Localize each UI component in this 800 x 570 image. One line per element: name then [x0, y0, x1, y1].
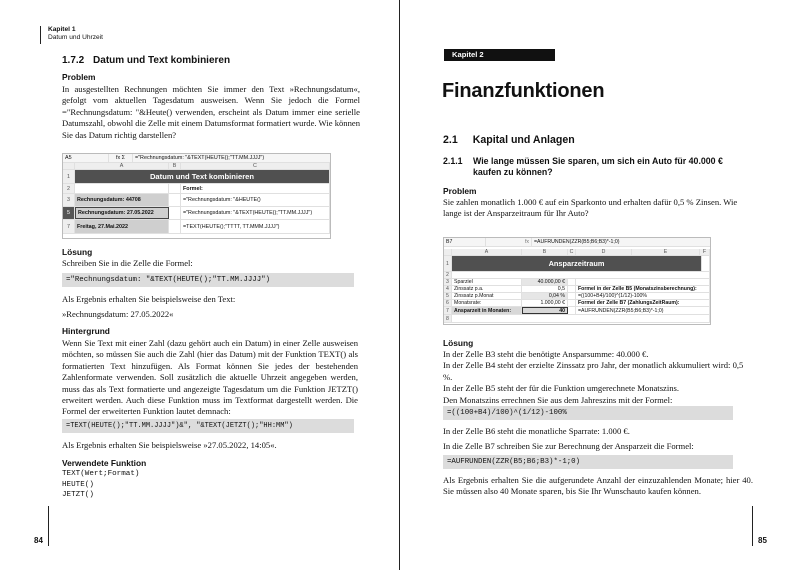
- name-box: A5: [63, 154, 109, 162]
- code-block-1: ="Rechnungsdatum: "&TEXT(HEUTE();"TT.MM.JJJJ"): [62, 273, 354, 287]
- page-number: 84: [34, 536, 43, 545]
- function-item: TEXT(Wert;Format): [62, 470, 140, 478]
- problem-text: In ausgestellten Rechnungen möchten Sie immer den Text »Rechnungsdatum«, gefolgt vom aktuellen Tagesdatum ausweisen. Wenn Sie jedoch die Formel ="Rechnungsdatum: "&Heute() verwenden, erscheint als Datum immer eine serielle Datumszahl, obwohl die Zelle mit einem Datumsformat formatiert wurde. Wie können Sie das Datum richtig darstellen?: [62, 84, 360, 140]
- problem-text: Sie zahlen monatlich 1.000 € auf ein Sparkonto und erhalten dafür 0,5 % Zinsen. Wie lange ist der Ansparzeitraum für Ihr Auto?: [443, 197, 738, 219]
- sheet-row-3: 3 Rechnungsdatum: 44708 ="Rechnungsdatum: "&HEUTE(): [63, 194, 330, 207]
- sheet-row-2: 2 Formel:: [63, 184, 330, 194]
- subsection-number: 2.1.1: [443, 156, 463, 166]
- sheet-title-row: 1 Datum und Text kombinieren: [63, 170, 330, 184]
- loesung-line: Den Monatszins errechnen Sie aus dem Jahreszins mit der Formel:: [443, 394, 673, 405]
- formula-text: ="Rechnungsdatum: "&TEXT(HEUTE();"TT.MM.JJJJ"): [135, 155, 265, 161]
- loesung-line: In der Zelle B4 steht der erzielte Zinssatz pro Jahr, der monatlich akkumuliert wird: 0,5 %.: [443, 360, 744, 382]
- problem-heading: Problem: [443, 186, 477, 196]
- hintergrund-heading: Hintergrund: [62, 326, 110, 336]
- loesung-heading: Lösung: [443, 338, 474, 348]
- sheet-title: Ansparzeitraum: [452, 256, 702, 271]
- sheet-row-5: 5 Rechnungsdatum: 27.05.2022 ="Rechnungsdatum: "&TEXT(HEUTE();"TT.MM.JJJJ"): [63, 207, 330, 220]
- header-subtitle: Datum und Uhrzeit: [48, 34, 103, 41]
- sheet-row-6: 6 Monatsrate: 1.000,00 € Formel der Zelle B7 (ZahlungsZeitRaum):: [444, 300, 710, 307]
- hintergrund-text: Wenn Sie Text mit einer Zahl (dazu gehört auch ein Datum) in einer Zelle ausweisen möchten, so müssen Sie auch die Zahl (hier das Datum) mit der Funktion TEXT() als formatierten Text hinzufügen. Als Format können Sie jedes der bestehenden Zahlenformate verwenden. Soll zusätzlich die aktuelle Uhrzeit angegeben werden, muss das als Text formatierte und angezeigte Tagesdatum um die Funktion JETZT() erweitert werden. Auch diese Funktion muss im Textformat dargestellt werden. Die Formel der erweiterten Funktion lautet demnach:: [62, 338, 358, 417]
- loesung-text: [443, 349, 753, 406]
- formula-bar: [63, 154, 330, 163]
- loesung-line: In der Zelle B5 steht der für die Funktion umgerechnete Monatszins.: [443, 383, 680, 394]
- result-intro: Als Ergebnis erhalten Sie beispielsweise den Text:: [62, 294, 236, 304]
- chapter-title: Finanzfunktionen: [442, 80, 605, 102]
- spreadsheet-screenshot: [443, 237, 711, 325]
- col-header-b: B: [169, 163, 181, 169]
- col-header-c: C: [181, 163, 330, 169]
- function-item: HEUTE(): [62, 480, 94, 489]
- loesung-heading: Lösung: [62, 247, 93, 257]
- formula-bar: [444, 238, 710, 247]
- header-rule: [40, 26, 41, 44]
- sheet-title-row: 1 Ansparzeitraum: [444, 256, 710, 272]
- sheet-row-5: 5 Zinssatz p.Monat 0,04 % =((100+B4)/100)^(1/12)-100%: [444, 293, 710, 300]
- result-text: »Rechnungsdatum: 27.05.2022«: [62, 309, 174, 319]
- name-box: B7: [444, 238, 486, 246]
- subsection-title-line1: Wie lange müssen Sie sparen, um sich ein Auto für 40.000 €: [473, 156, 723, 166]
- code-block-2: =TEXT(HEUTE();"TT.MM.JJJJ")&", "&TEXT(JETZT();"HH:MM"): [62, 419, 354, 433]
- column-headers: A B C D E F: [444, 249, 710, 256]
- selected-cell-b7[interactable]: 40: [522, 307, 568, 314]
- subsection-title-line2: kaufen zu können?: [473, 167, 553, 177]
- loesung-line: In der Zelle B3 steht die benötigte Ansparsumme: 40.000 €.: [443, 349, 649, 359]
- code-block-1: =((100+B4)/100)^(1/12)-100%: [443, 406, 733, 420]
- b6-text: In der Zelle B6 steht die monatliche Sparrate: 1.000 €.: [443, 426, 630, 436]
- sheet-row-4: 4 Zinssatz p.a. 0,5 Formel in der Zelle B5 (Monatszinsberechnung):: [444, 286, 710, 293]
- sheet-row-7: 7 Freitag, 27.Mai.2022 =TEXT(HEUTE();"TTTT, TT.MMM.JJJJ"): [63, 220, 330, 234]
- loesung-text: Schreiben Sie in die Zelle die Formel:: [62, 258, 193, 268]
- result-text: Als Ergebnis erhalten Sie die aufgerundete Anzahl der einzuzahlenden Monate; hier 40. Sie müssen also 40 Monate sparen, bis Sie Ihr Wunschauto kaufen können.: [443, 475, 753, 497]
- header-chapter: Kapitel 1: [48, 26, 76, 33]
- formula-text: =AUFRUNDEN(ZZR(B5;B6;B3)*-1;0): [534, 239, 620, 245]
- section-title: Kapital und Anlagen: [472, 134, 575, 146]
- b7-text: In die Zelle B7 schreiben Sie zur Berechnung der Ansparzeit die Formel:: [443, 441, 694, 451]
- fx-icon: fx Σ: [109, 154, 133, 162]
- section-heading: [62, 55, 230, 66]
- section-number: 2.1: [443, 134, 458, 146]
- result2-text: Als Ergebnis erhalten Sie beispielsweise »27.05.2022, 14:05«.: [62, 440, 277, 450]
- page-number: 85: [758, 536, 767, 545]
- code-block-2: =AUFRUNDEN(ZZR(B5;B6;B3)*-1;0): [443, 455, 733, 469]
- section-number: 1.7.2: [62, 55, 85, 66]
- section-heading: [443, 134, 575, 146]
- sheet-title: Datum und Text kombinieren: [75, 170, 330, 183]
- col-header-a: A: [75, 163, 169, 169]
- funcs-heading: Verwendete Funktion: [62, 458, 147, 468]
- problem-heading: Problem: [62, 72, 96, 82]
- section-title: Datum und Text kombinieren: [93, 55, 231, 66]
- spreadsheet-screenshot: [62, 153, 331, 239]
- footer-rule: [48, 506, 49, 546]
- sheet-row-3: 3 Sparziel 40.000,00 €: [444, 279, 710, 286]
- function-item: JETZT(): [62, 491, 94, 499]
- column-headers: [63, 163, 330, 170]
- running-header: [48, 26, 103, 42]
- sheet-row-7: 7 Ansparzeit in Monaten: 40 =AUFRUNDEN(ZZR(B5;B6;B3)*-1;0): [444, 307, 710, 315]
- chapter-label: Kapitel 2: [444, 49, 555, 61]
- right-page: [400, 0, 800, 570]
- footer-rule: [752, 506, 753, 546]
- fx-icon: fx: [486, 238, 532, 246]
- sheet-row-8: 8: [444, 315, 710, 323]
- function-list: [62, 469, 139, 501]
- sheet-row-2: 2: [444, 272, 710, 279]
